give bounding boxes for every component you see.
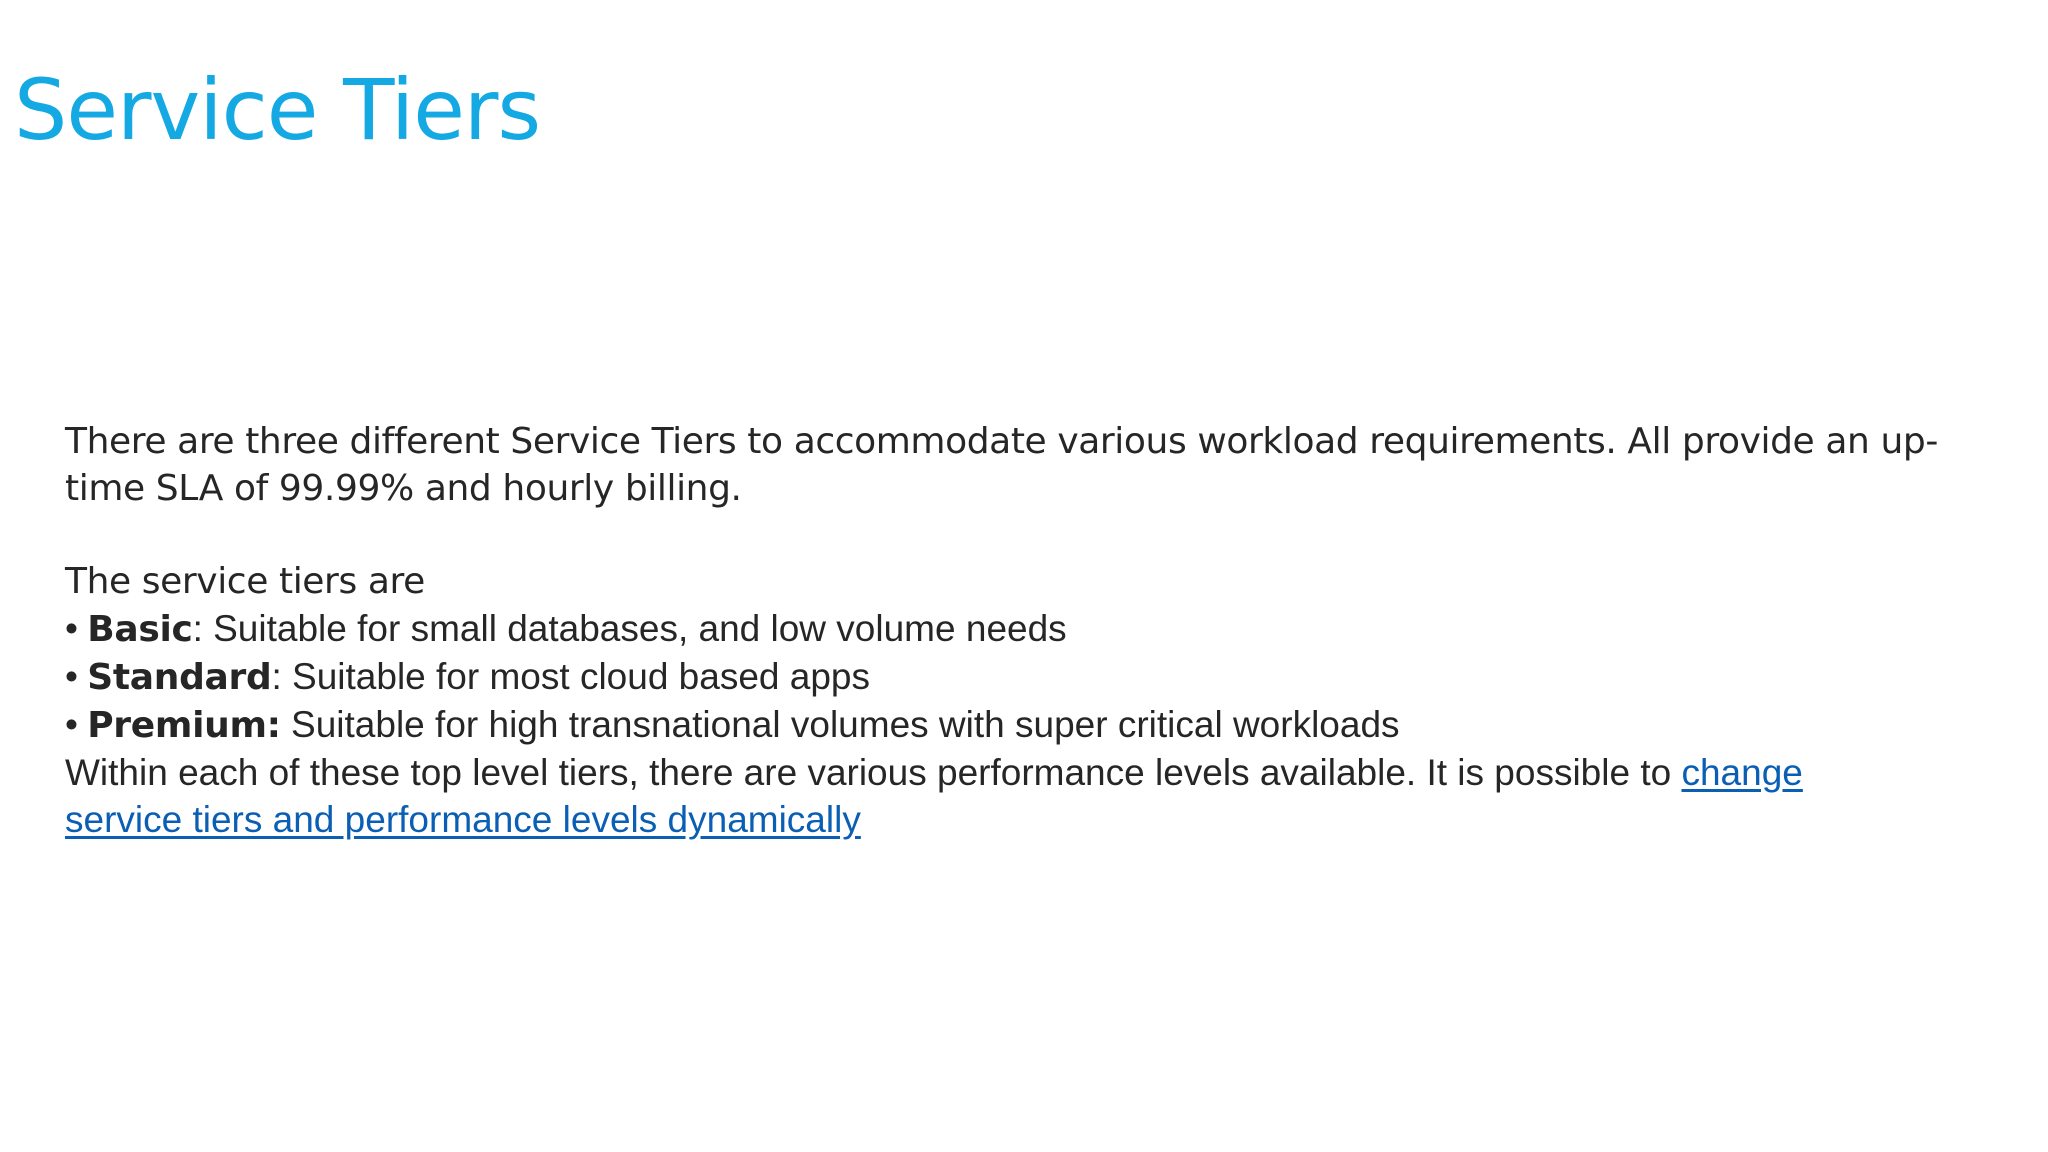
bullet-icon: • bbox=[65, 704, 78, 745]
change-service-tiers-link[interactable]: change service tiers and performance levels dynamically bbox=[65, 752, 1803, 840]
list-item-basic bbox=[65, 605, 1985, 653]
tier-list bbox=[65, 605, 1985, 749]
list-item-premium bbox=[65, 701, 1985, 749]
list-item-standard bbox=[65, 653, 1985, 701]
list-heading: The service tiers are bbox=[65, 561, 425, 602]
tier-separator: : bbox=[271, 656, 293, 697]
tier-name: Standard bbox=[87, 657, 272, 698]
closing-text: Within each of these top level tiers, there are various performance levels available. It is possible to bbox=[65, 752, 1682, 793]
slide-title: Service Tiers bbox=[14, 61, 541, 159]
intro-paragraph: There are three different Service Tiers to accommodate various workload requirements. All provide an up-time SLA of 99.99% and hourly billing. bbox=[65, 421, 1938, 509]
tier-name: Basic bbox=[87, 609, 193, 650]
tier-name: Premium: bbox=[87, 705, 281, 746]
closing-paragraph bbox=[65, 749, 1895, 843]
bullet-icon: • bbox=[65, 656, 78, 697]
slide-body bbox=[65, 418, 1985, 843]
bullet-icon: • bbox=[65, 608, 78, 649]
tier-separator: : bbox=[192, 608, 214, 649]
tier-description: Suitable for high transnational volumes with super critical workloads bbox=[291, 704, 1400, 745]
tier-description: Suitable for small databases, and low volume needs bbox=[213, 608, 1067, 649]
tier-description: Suitable for most cloud based apps bbox=[292, 656, 870, 697]
tier-separator bbox=[281, 704, 291, 745]
